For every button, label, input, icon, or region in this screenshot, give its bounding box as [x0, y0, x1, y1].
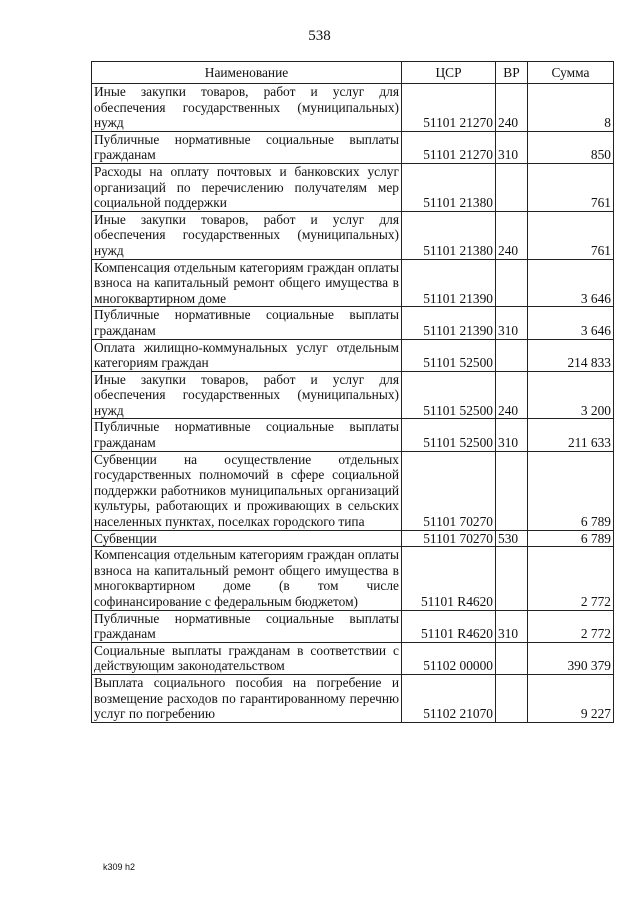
table-row: [92, 307, 614, 339]
row-name: Публичные нормативные социальные выплаты гражданам: [92, 419, 402, 451]
row-name: Компенсация отдельным категориям граждан оплаты взноса на капитальный ремонт общего имущества в многоквартирном доме (в том числе софинансирование с федеральным бюджетом): [92, 547, 402, 610]
row-name: Публичные нормативные социальные выплаты гражданам: [92, 307, 402, 339]
row-vr: 310: [496, 610, 528, 642]
table-row: [92, 211, 614, 259]
row-name: Иные закупки товаров, работ и услуг для обеспечения государственных (муниципальных) нужд: [92, 84, 402, 132]
row-sum: 3 646: [528, 307, 614, 339]
row-csr: 51101 21380: [402, 211, 496, 259]
row-sum: 2 772: [528, 610, 614, 642]
table-row: [92, 259, 614, 307]
row-vr: [496, 259, 528, 307]
table-row: [92, 642, 614, 674]
row-vr: 310: [496, 131, 528, 163]
row-csr: 51102 21070: [402, 674, 496, 722]
row-vr: [496, 163, 528, 211]
row-name: Субвенции: [92, 530, 402, 547]
table-row: [92, 610, 614, 642]
table-row: [92, 530, 614, 547]
row-csr: 51101 70270: [402, 530, 496, 547]
row-name: Иные закупки товаров, работ и услуг для обеспечения государственных (муниципальных) нужд: [92, 371, 402, 419]
row-name: Компенсация отдельным категориям граждан оплаты взноса на капитальный ремонт общего имущества в многоквартирном доме: [92, 259, 402, 307]
table-row: [92, 371, 614, 419]
row-csr: 51101 21390: [402, 307, 496, 339]
row-csr: 51101 21390: [402, 259, 496, 307]
row-csr: 51101 R4620: [402, 610, 496, 642]
row-sum: 761: [528, 163, 614, 211]
row-csr: 51101 70270: [402, 451, 496, 530]
row-name: Субвенции на осуществление отдельных государственных полномочий в сфере социальной поддержки работников муниципальных организаций культуры, работающих и проживающих в сельских населенных пунктах, поселках городского типа: [92, 451, 402, 530]
row-vr: 240: [496, 371, 528, 419]
table-row: [92, 547, 614, 610]
row-sum: 761: [528, 211, 614, 259]
row-name: Иные закупки товаров, работ и услуг для обеспечения государственных (муниципальных) нужд: [92, 211, 402, 259]
table-header-row: [92, 62, 614, 84]
table-row: [92, 674, 614, 722]
row-name: Оплата жилищно-коммунальных услуг отдельным категориям граждан: [92, 339, 402, 371]
page-number: 538: [308, 28, 331, 44]
header-sum: Сумма: [528, 62, 614, 84]
row-name: Выплата социального пособия на погребение и возмещение расходов по гарантированному перечню услуг по погребению: [92, 674, 402, 722]
row-csr: 51101 21270: [402, 84, 496, 132]
table-row: [92, 451, 614, 530]
row-sum: 6 789: [528, 451, 614, 530]
row-vr: 240: [496, 84, 528, 132]
row-vr: 310: [496, 419, 528, 451]
row-csr: 51101 R4620: [402, 547, 496, 610]
row-name: Публичные нормативные социальные выплаты гражданам: [92, 610, 402, 642]
footer-code: k309 h2: [103, 862, 136, 872]
row-name: Публичные нормативные социальные выплаты гражданам: [92, 131, 402, 163]
row-csr: 51101 52500: [402, 371, 496, 419]
row-vr: [496, 339, 528, 371]
row-name: Социальные выплаты гражданам в соответствии с действующим законодательством: [92, 642, 402, 674]
row-vr: 310: [496, 307, 528, 339]
row-sum: 390 379: [528, 642, 614, 674]
row-sum: 211 633: [528, 419, 614, 451]
row-sum: 3 200: [528, 371, 614, 419]
row-sum: 3 646: [528, 259, 614, 307]
row-vr: [496, 451, 528, 530]
row-csr: 51101 52500: [402, 419, 496, 451]
row-sum: 214 833: [528, 339, 614, 371]
header-name: Наименование: [92, 62, 402, 84]
row-csr: 51101 21380: [402, 163, 496, 211]
table-row: [92, 84, 614, 132]
table-row: [92, 419, 614, 451]
row-sum: 9 227: [528, 674, 614, 722]
row-vr: 240: [496, 211, 528, 259]
row-vr: [496, 674, 528, 722]
row-sum: 2 772: [528, 547, 614, 610]
row-name: Расходы на оплату почтовых и банковских услуг организаций по перечислению получателям мер социальной поддержки: [92, 163, 402, 211]
header-vr: ВР: [496, 62, 528, 84]
row-csr: 51101 21270: [402, 131, 496, 163]
table-row: [92, 131, 614, 163]
table-row: [92, 163, 614, 211]
row-sum: 8: [528, 84, 614, 132]
row-sum: 6 789: [528, 530, 614, 547]
row-vr: [496, 547, 528, 610]
header-csr: ЦСР: [402, 62, 496, 84]
row-sum: 850: [528, 131, 614, 163]
table-row: [92, 339, 614, 371]
row-csr: 51102 00000: [402, 642, 496, 674]
row-vr: 530: [496, 530, 528, 547]
row-csr: 51101 52500: [402, 339, 496, 371]
row-vr: [496, 642, 528, 674]
budget-table: [91, 61, 614, 723]
